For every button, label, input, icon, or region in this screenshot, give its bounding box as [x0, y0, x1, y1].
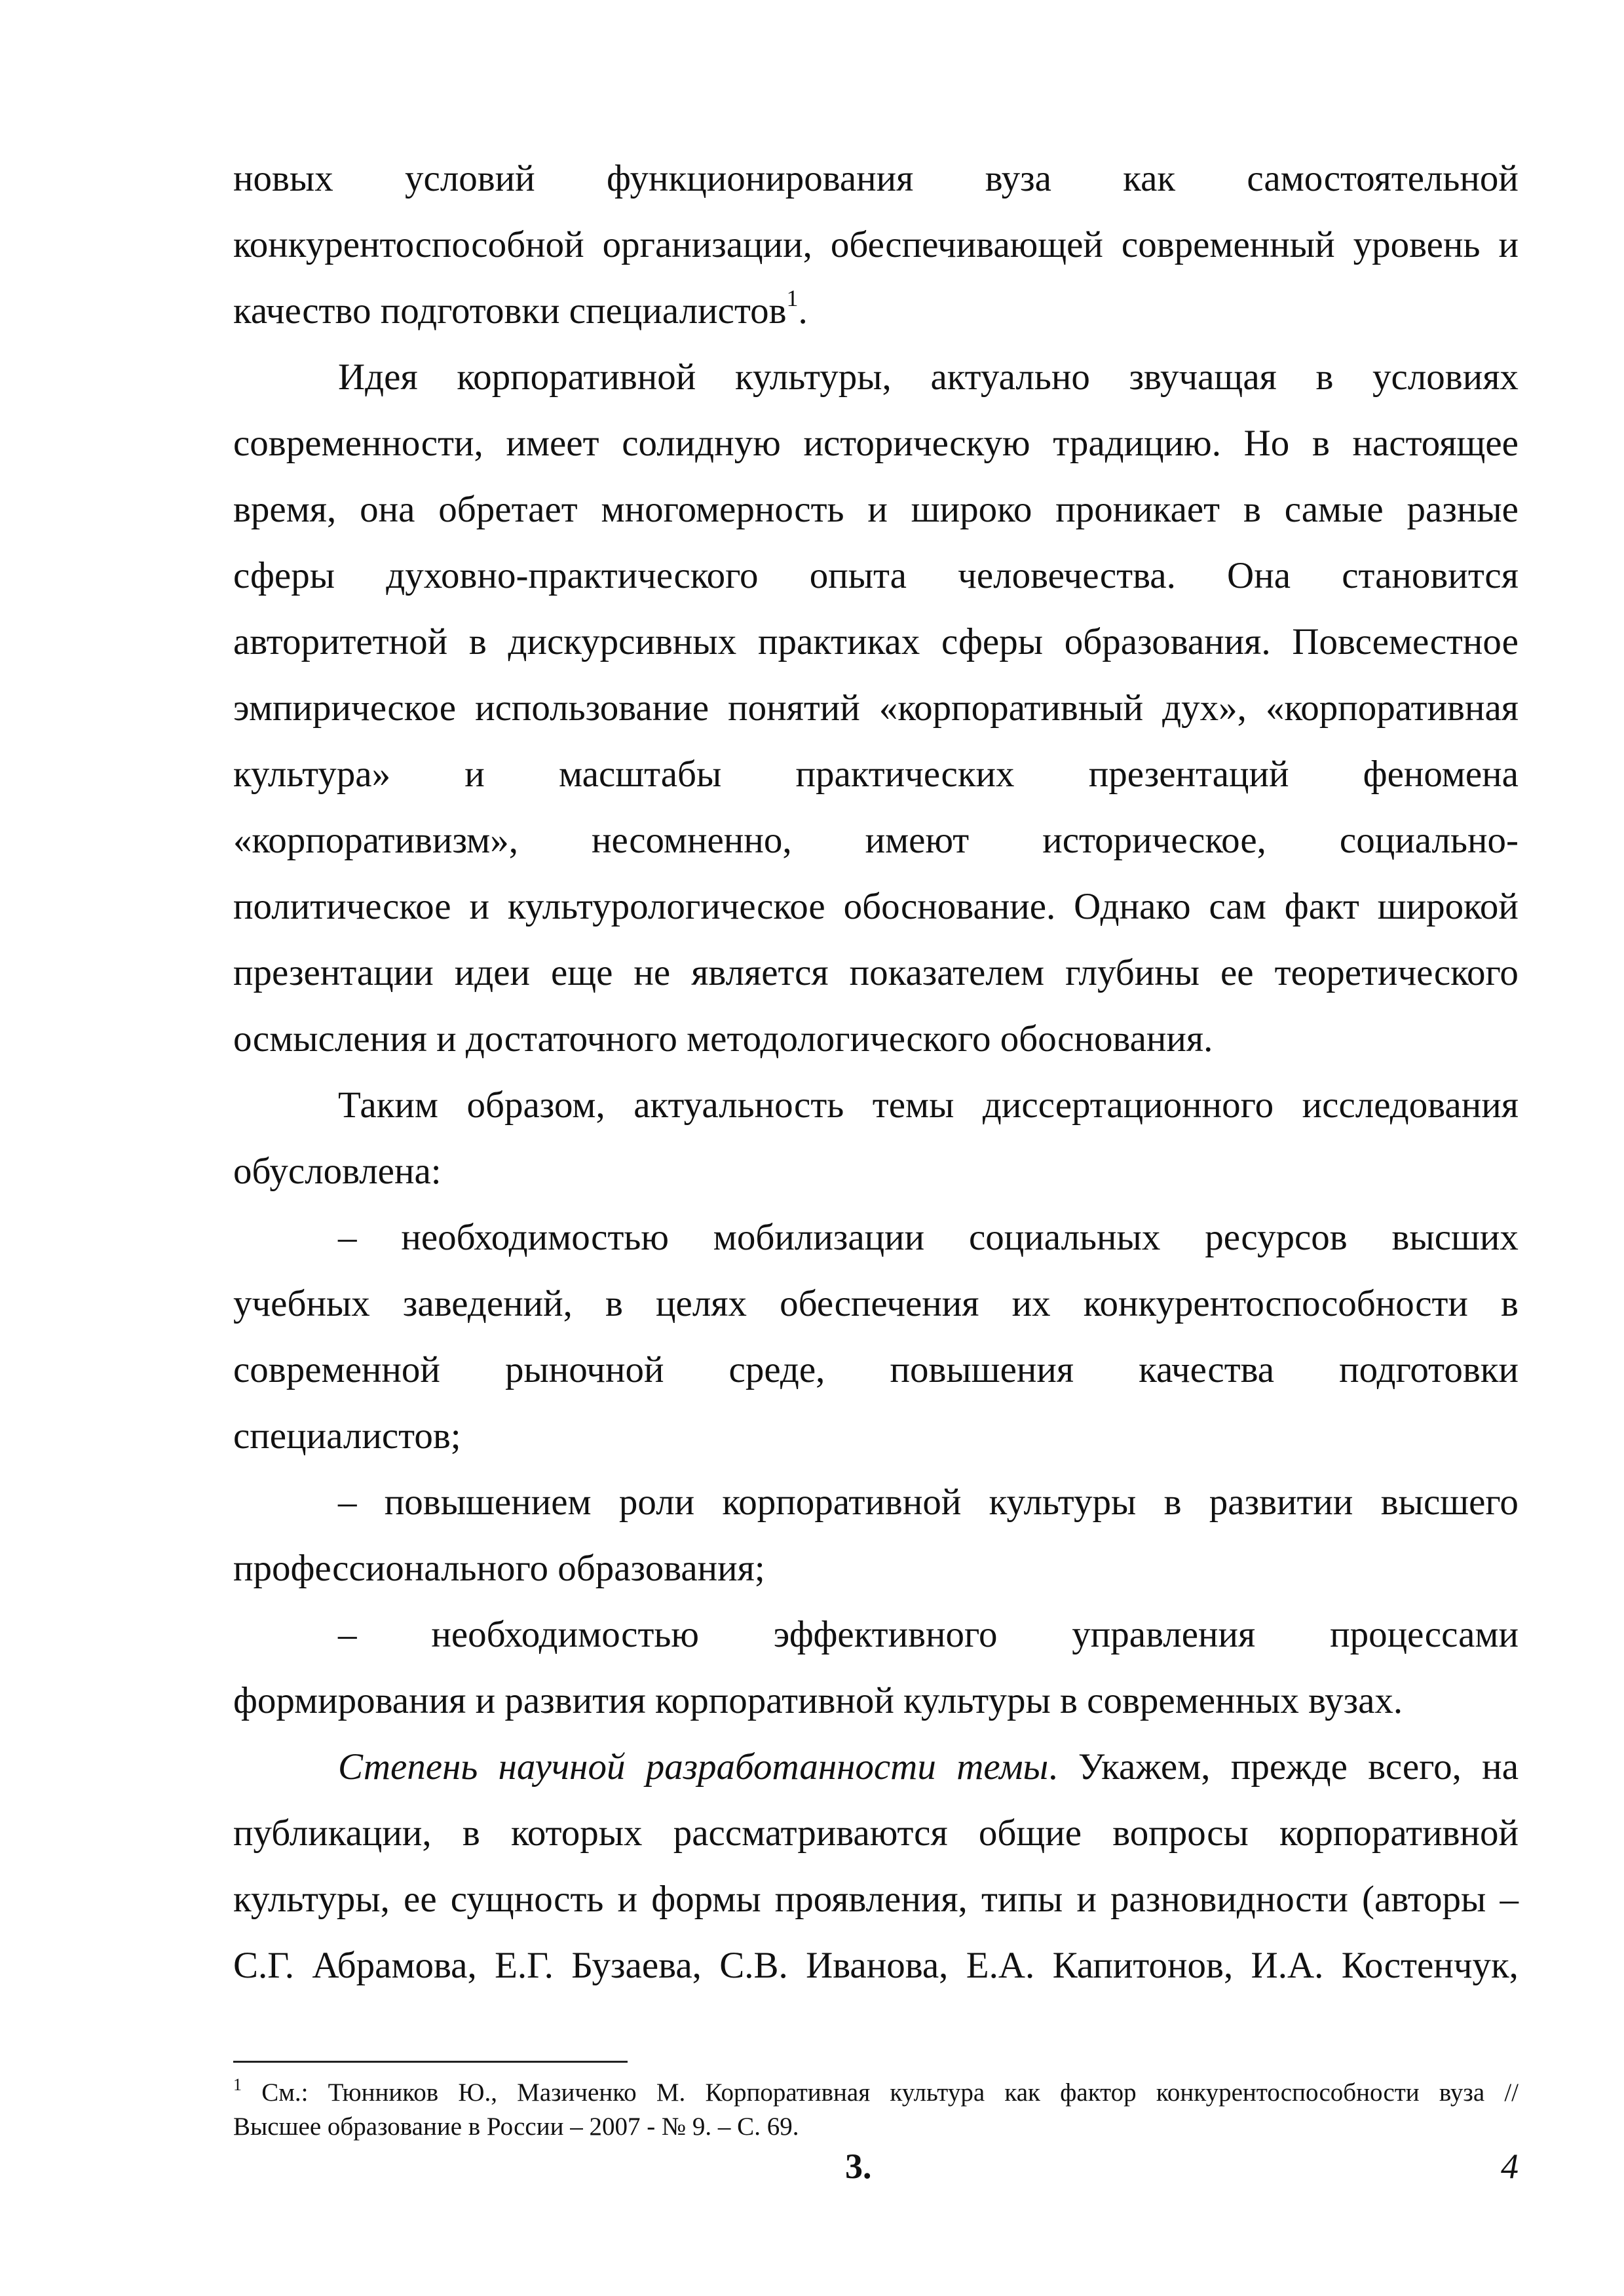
word: рыночной [504, 1349, 664, 1390]
word: повышения [890, 1349, 1074, 1390]
word: разновидности [1110, 1879, 1348, 1920]
list-item-line [233, 1271, 1519, 1337]
word: корпоративной [722, 1482, 962, 1523]
word: высших [1391, 1217, 1519, 1258]
word: темы [872, 1084, 954, 1126]
word: современный [1121, 224, 1335, 265]
footnote [233, 2076, 1519, 2144]
word: сферы [941, 621, 1043, 662]
word: Повсеместное [1292, 621, 1519, 662]
word: ее [1220, 952, 1254, 993]
text-line [233, 741, 1519, 807]
word: и [1076, 1879, 1097, 1920]
word: Таким [338, 1084, 438, 1126]
text-line [233, 344, 1519, 410]
word: как [1123, 158, 1176, 199]
text-line [233, 278, 1519, 344]
word: и [867, 489, 888, 530]
word: человечества. [958, 555, 1176, 596]
word: идеи [454, 952, 531, 993]
word: звучащая [1129, 356, 1277, 398]
word: широко [911, 489, 1032, 530]
word: общие [978, 1812, 1082, 1854]
text-line [233, 1866, 1519, 1932]
word: в [1163, 1482, 1182, 1523]
word: организации, [602, 224, 812, 265]
word: повышением [384, 1482, 592, 1523]
word: дискурсивных [508, 621, 737, 662]
word: имеют [865, 820, 970, 861]
word: имеет [506, 423, 599, 464]
footnote-text: См.: Тюнников Ю., Мазиченко М. Корпоративная культура как фактор конкурентоспособности вуза // [261, 2078, 1519, 2107]
main-text [233, 145, 1519, 1999]
list-item-line: специалистов; [233, 1415, 461, 1457]
word: управления [1072, 1614, 1256, 1655]
word: культура» [233, 754, 391, 795]
word: в [1243, 489, 1261, 530]
word: практических [795, 754, 1015, 795]
word: Е.А. [966, 1945, 1035, 1986]
text-line [233, 1932, 1519, 1999]
text-line [233, 476, 1519, 543]
word: традицию. [1053, 423, 1221, 464]
word: актуально [930, 356, 1090, 398]
word: ее [404, 1879, 437, 1920]
word: процессами [1330, 1614, 1519, 1655]
word: развитии [1209, 1482, 1353, 1523]
word: и [464, 754, 485, 795]
word: эффективного [773, 1614, 998, 1655]
text-line [233, 1734, 1519, 1800]
word: использование [475, 687, 709, 729]
word: сущность [450, 1879, 604, 1920]
word: Е.Г. [495, 1945, 554, 1986]
word: становится [1342, 555, 1519, 596]
word: необходимостью [431, 1614, 699, 1655]
word: Иванова, [806, 1945, 949, 1986]
word: время, [233, 489, 337, 530]
word: заведений, [402, 1283, 573, 1324]
page-label: 3. [845, 2147, 872, 2186]
word: рассматриваются [673, 1812, 948, 1854]
word: в [605, 1283, 623, 1324]
word: необходимостью [401, 1217, 669, 1258]
word: их [1011, 1283, 1051, 1324]
word: проникает [1055, 489, 1220, 530]
word: образования. [1064, 621, 1271, 662]
word: (авторы [1362, 1879, 1486, 1920]
text-line [233, 1072, 1519, 1138]
text-line [233, 609, 1519, 675]
word: корпоративной [457, 356, 696, 398]
list-item-line: формирования и развития корпоративной культуры в современных вузах. [233, 1680, 1403, 1721]
word: культуры, [233, 1879, 390, 1920]
word: глубины [1065, 952, 1200, 993]
word: социальных [969, 1217, 1161, 1258]
word: широкой [1377, 886, 1519, 927]
word: и [617, 1879, 638, 1920]
word: качества [1139, 1349, 1275, 1390]
text-line [233, 675, 1519, 741]
word: показателем [849, 952, 1045, 993]
word: Она [1227, 555, 1291, 596]
list-item-line [233, 1601, 1519, 1668]
word: обеспечения [780, 1283, 979, 1324]
word: историческое, [1042, 820, 1266, 861]
word: дух», [1162, 687, 1247, 729]
word: корпоративной [1279, 1812, 1519, 1854]
word: опыта [809, 555, 907, 596]
word: исследования [1302, 1084, 1519, 1126]
word: которых [511, 1812, 643, 1854]
word: Однако [1074, 886, 1191, 927]
footnote-marker: 1 [233, 2075, 242, 2094]
word: не [633, 952, 671, 993]
word: диссертационного [982, 1084, 1274, 1126]
word: сам [1209, 886, 1266, 927]
word: – [1500, 1879, 1519, 1920]
word: «корпоративный [878, 687, 1144, 729]
word: Идея [338, 356, 418, 398]
word: в [1501, 1283, 1519, 1324]
word: факт [1284, 886, 1359, 927]
word: настоящее [1352, 423, 1519, 464]
word: еще [550, 952, 613, 993]
word: Костенчук, [1341, 1945, 1519, 1986]
text-line [233, 807, 1519, 873]
word: в [468, 621, 487, 662]
word: Но [1243, 423, 1290, 464]
list-item-line [233, 1337, 1519, 1403]
text-line [233, 212, 1519, 278]
word: Абрамова, [312, 1945, 477, 1986]
text-line: обусловлена: [233, 1151, 442, 1192]
word: функционирования [606, 158, 914, 199]
word: роли [618, 1482, 695, 1523]
word: С.Г. [233, 1945, 295, 1986]
list-item-line: профессионального образования; [233, 1548, 765, 1589]
word: подготовки [1339, 1349, 1519, 1390]
word: вопросы [1112, 1812, 1249, 1854]
text-line [233, 1800, 1519, 1866]
word: солидную [622, 423, 781, 464]
word: новых [233, 158, 333, 199]
footnote-divider [233, 2061, 628, 2063]
word: среде, [728, 1349, 825, 1390]
word: в [462, 1812, 480, 1854]
word: самые [1284, 489, 1384, 530]
word: она [360, 489, 415, 530]
word: – [338, 1217, 357, 1258]
footnote-line [233, 2076, 1519, 2110]
list-item-line [233, 1469, 1519, 1535]
footnote-line: Высшее образование в России – 2007 - № 9. – С. 69. [233, 2113, 799, 2141]
word: публикации, [233, 1812, 432, 1854]
word: Капитонов, [1052, 1945, 1234, 1986]
word: презентации [233, 952, 434, 993]
word: обоснование. [843, 886, 1056, 927]
word: Бузаева, [571, 1945, 702, 1986]
text-line [233, 145, 1519, 212]
word: несомненно, [592, 820, 792, 861]
word: и [469, 886, 489, 927]
footnote-reference[interactable]: 1 [786, 285, 799, 311]
word: конкурентоспособности [1083, 1283, 1468, 1324]
text-fragment: . [798, 290, 808, 332]
word: теоретического [1274, 952, 1519, 993]
word: актуальность [633, 1084, 844, 1126]
word: С.В. [719, 1945, 788, 1986]
text-line [233, 873, 1519, 940]
word: учебных [233, 1283, 370, 1324]
text-line: осмысления и достаточного методологического обоснования. [233, 1018, 1213, 1060]
word: является [691, 952, 829, 993]
word: обеспечивающей [830, 224, 1103, 265]
list-item-line [233, 1204, 1519, 1271]
word: образом, [466, 1084, 605, 1126]
word: обретает [438, 489, 578, 530]
word: практиках [757, 621, 920, 662]
text-line [233, 410, 1519, 476]
word: масштабы [558, 754, 722, 795]
word: понятий [728, 687, 860, 729]
word: в [1315, 356, 1334, 398]
word: эмпирическое [233, 687, 457, 729]
word: вуза [985, 158, 1051, 199]
word: «корпоративизм», [233, 820, 518, 861]
word: культуры, [734, 356, 892, 398]
word: – [338, 1482, 357, 1523]
text-line [233, 940, 1519, 1006]
word: «корпоративная [1265, 687, 1519, 729]
word: сферы [233, 555, 335, 596]
word: духовно-практического [386, 555, 759, 596]
word: условиях [1372, 356, 1519, 398]
text-line [233, 543, 1519, 609]
section-term: Степень научной разработанности темы [338, 1746, 1049, 1788]
word: проявления, [774, 1879, 968, 1920]
word: уровень [1353, 224, 1481, 265]
word: историческую [803, 423, 1030, 464]
word: типы [981, 1879, 1063, 1920]
word: И.А. [1251, 1945, 1324, 1986]
word: ресурсов [1205, 1217, 1348, 1258]
word: политическое [233, 886, 451, 927]
text-fragment: качество подготовки специалистов [233, 290, 787, 332]
word: феномена [1363, 754, 1519, 795]
text-fragment: . Укажем, прежде всего, на [1048, 1746, 1519, 1788]
word: мобилизации [713, 1217, 925, 1258]
word: – [338, 1614, 357, 1655]
word: культурологическое [507, 886, 825, 927]
word: условий [405, 158, 535, 199]
word: разные [1407, 489, 1519, 530]
word: в [1312, 423, 1330, 464]
word: социально- [1339, 820, 1519, 861]
word: современности, [233, 423, 483, 464]
word: конкурентоспособной [233, 224, 584, 265]
word: и [1498, 224, 1519, 265]
word: авторитетной [233, 621, 448, 662]
word: самостоятельной [1247, 158, 1519, 199]
word: высшего [1380, 1482, 1519, 1523]
word: целях [656, 1283, 747, 1324]
word: формы [651, 1879, 761, 1920]
word: современной [233, 1349, 440, 1390]
word: культуры [989, 1482, 1137, 1523]
word: многомерность [601, 489, 844, 530]
page-number: 4 [1501, 2147, 1519, 2186]
word: презентаций [1088, 754, 1289, 795]
